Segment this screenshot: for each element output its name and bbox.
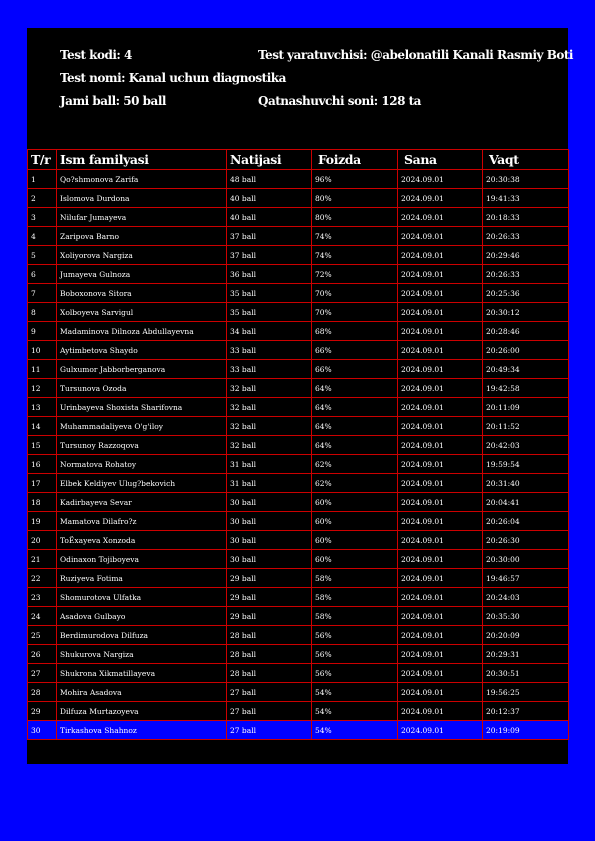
result-time: 20:12:37	[483, 702, 569, 721]
result-score: 33 ball	[227, 360, 312, 379]
result-percent: 70%	[312, 284, 398, 303]
row-number: 9	[28, 322, 57, 341]
table-row	[28, 341, 569, 360]
result-time: 20:26:33	[483, 227, 569, 246]
result-time: 20:26:30	[483, 531, 569, 550]
row-number: 24	[28, 607, 57, 626]
result-time: 19:42:58	[483, 379, 569, 398]
row-number: 17	[28, 474, 57, 493]
result-time: 20:30:00	[483, 550, 569, 569]
table-row	[28, 645, 569, 664]
result-time: 20:30:38	[483, 170, 569, 189]
row-number: 26	[28, 645, 57, 664]
result-percent: 62%	[312, 474, 398, 493]
participant-name: Nilufar Jumayeva	[57, 208, 227, 227]
result-date: 2024.09.01	[398, 512, 483, 531]
table-row	[28, 607, 569, 626]
result-time: 20:42:03	[483, 436, 569, 455]
result-percent: 96%	[312, 170, 398, 189]
result-date: 2024.09.01	[398, 303, 483, 322]
participant-name: Kadirbayeva Sevar	[57, 493, 227, 512]
result-score: 27 ball	[227, 721, 312, 740]
result-date: 2024.09.01	[398, 531, 483, 550]
result-date: 2024.09.01	[398, 341, 483, 360]
result-time: 19:59:54	[483, 455, 569, 474]
result-percent: 74%	[312, 227, 398, 246]
col-header-name: Ism familyasi	[57, 150, 227, 170]
result-date: 2024.09.01	[398, 246, 483, 265]
result-percent: 54%	[312, 683, 398, 702]
result-score: 27 ball	[227, 702, 312, 721]
result-time: 20:31:40	[483, 474, 569, 493]
row-number: 21	[28, 550, 57, 569]
table-row	[28, 208, 569, 227]
participant-name: Zaripova Barno	[57, 227, 227, 246]
result-score: 31 ball	[227, 474, 312, 493]
table-row	[28, 189, 569, 208]
result-score: 29 ball	[227, 588, 312, 607]
result-date: 2024.09.01	[398, 208, 483, 227]
result-percent: 54%	[312, 702, 398, 721]
result-score: 30 ball	[227, 550, 312, 569]
result-time: 19:41:33	[483, 189, 569, 208]
result-time: 20:25:36	[483, 284, 569, 303]
row-number: 8	[28, 303, 57, 322]
col-header-percent: Foizda	[312, 150, 398, 170]
table-row	[28, 664, 569, 683]
participant-name: Xolboyeva Sarvigul	[57, 303, 227, 322]
table-row	[28, 683, 569, 702]
participant-name: Shukrona Xikmatillayeva	[57, 664, 227, 683]
result-score: 48 ball	[227, 170, 312, 189]
result-date: 2024.09.01	[398, 455, 483, 474]
result-percent: 56%	[312, 664, 398, 683]
col-header-time: Vaqt	[483, 150, 569, 170]
result-date: 2024.09.01	[398, 322, 483, 341]
result-percent: 60%	[312, 493, 398, 512]
result-score: 40 ball	[227, 208, 312, 227]
result-score: 32 ball	[227, 379, 312, 398]
col-header-result: Natijasi	[227, 150, 312, 170]
row-number: 2	[28, 189, 57, 208]
result-date: 2024.09.01	[398, 626, 483, 645]
row-number: 10	[28, 341, 57, 360]
table-row	[28, 455, 569, 474]
result-score: 29 ball	[227, 607, 312, 626]
result-score: 27 ball	[227, 683, 312, 702]
result-percent: 60%	[312, 531, 398, 550]
result-date: 2024.09.01	[398, 569, 483, 588]
result-time: 20:30:12	[483, 303, 569, 322]
row-number: 12	[28, 379, 57, 398]
result-percent: 68%	[312, 322, 398, 341]
result-date: 2024.09.01	[398, 189, 483, 208]
result-date: 2024.09.01	[398, 436, 483, 455]
result-time: 20:24:03	[483, 588, 569, 607]
result-date: 2024.09.01	[398, 702, 483, 721]
test-creator: Test yaratuvchisi: @abelonatili Kanali Rasmiy Boti	[258, 48, 573, 62]
participant-name: Boboxonova Sitora	[57, 284, 227, 303]
result-percent: 80%	[312, 189, 398, 208]
result-date: 2024.09.01	[398, 588, 483, 607]
participant-name: Muhammadaliyeva O'g'iloy	[57, 417, 227, 436]
participant-name: Qo?shmonova Zarifa	[57, 170, 227, 189]
result-time: 20:18:33	[483, 208, 569, 227]
result-date: 2024.09.01	[398, 664, 483, 683]
table-row	[28, 170, 569, 189]
row-number: 19	[28, 512, 57, 531]
result-score: 35 ball	[227, 284, 312, 303]
row-number: 3	[28, 208, 57, 227]
table-row	[28, 512, 569, 531]
result-percent: 70%	[312, 303, 398, 322]
result-score: 34 ball	[227, 322, 312, 341]
test-code: Test kodi: 4	[60, 48, 132, 62]
result-percent: 58%	[312, 588, 398, 607]
result-percent: 60%	[312, 550, 398, 569]
result-date: 2024.09.01	[398, 265, 483, 284]
participant-name: ToЁxayeva Xonzoda	[57, 531, 227, 550]
result-time: 20:29:31	[483, 645, 569, 664]
result-date: 2024.09.01	[398, 379, 483, 398]
result-score: 36 ball	[227, 265, 312, 284]
result-percent: 80%	[312, 208, 398, 227]
result-percent: 64%	[312, 398, 398, 417]
result-date: 2024.09.01	[398, 284, 483, 303]
result-date: 2024.09.01	[398, 398, 483, 417]
row-number: 28	[28, 683, 57, 702]
result-time: 20:04:41	[483, 493, 569, 512]
table-row	[28, 531, 569, 550]
row-number: 15	[28, 436, 57, 455]
result-score: 37 ball	[227, 227, 312, 246]
result-score: 30 ball	[227, 531, 312, 550]
result-score: 32 ball	[227, 436, 312, 455]
result-time: 20:26:04	[483, 512, 569, 531]
result-date: 2024.09.01	[398, 170, 483, 189]
result-time: 19:56:25	[483, 683, 569, 702]
result-percent: 64%	[312, 436, 398, 455]
result-time: 20:26:33	[483, 265, 569, 284]
participant-name: Tursunova Ozoda	[57, 379, 227, 398]
participant-name: Madaminova Dilnoza Abdullayevna	[57, 322, 227, 341]
row-number: 6	[28, 265, 57, 284]
table-row	[28, 284, 569, 303]
result-percent: 66%	[312, 341, 398, 360]
result-time: 19:46:57	[483, 569, 569, 588]
participant-name: Mamatova Dilafro?z	[57, 512, 227, 531]
row-number: 1	[28, 170, 57, 189]
table-row	[28, 474, 569, 493]
participant-name: Normatova Rohatoy	[57, 455, 227, 474]
result-percent: 58%	[312, 569, 398, 588]
result-date: 2024.09.01	[398, 607, 483, 626]
result-score: 28 ball	[227, 664, 312, 683]
row-number: 16	[28, 455, 57, 474]
col-header-date: Sana	[398, 150, 483, 170]
row-number: 13	[28, 398, 57, 417]
result-time: 20:30:51	[483, 664, 569, 683]
participant-name: Aytimbetova Shaydo	[57, 341, 227, 360]
participant-name: Odinaxon Tojiboyeva	[57, 550, 227, 569]
result-percent: 56%	[312, 645, 398, 664]
participant-name: Gulxumor Jabborberganova	[57, 360, 227, 379]
table-header-row	[28, 150, 569, 170]
table-row	[28, 322, 569, 341]
result-percent: 54%	[312, 721, 398, 740]
result-percent: 56%	[312, 626, 398, 645]
result-time: 20:29:46	[483, 246, 569, 265]
table-row	[28, 626, 569, 645]
participant-name: Islomova Durdona	[57, 189, 227, 208]
result-score: 35 ball	[227, 303, 312, 322]
result-percent: 66%	[312, 360, 398, 379]
result-percent: 62%	[312, 455, 398, 474]
participant-name: Tursunoy Razzoqova	[57, 436, 227, 455]
result-score: 37 ball	[227, 246, 312, 265]
row-number: 14	[28, 417, 57, 436]
result-percent: 60%	[312, 512, 398, 531]
row-number: 30	[28, 721, 57, 740]
result-date: 2024.09.01	[398, 360, 483, 379]
result-score: 28 ball	[227, 626, 312, 645]
table-row	[28, 493, 569, 512]
result-time: 20:11:52	[483, 417, 569, 436]
result-score: 40 ball	[227, 189, 312, 208]
row-number: 4	[28, 227, 57, 246]
result-percent: 72%	[312, 265, 398, 284]
row-number: 25	[28, 626, 57, 645]
result-score: 30 ball	[227, 493, 312, 512]
participant-name: Ruziyeva Fotima	[57, 569, 227, 588]
result-percent: 64%	[312, 379, 398, 398]
participant-name: Asadova Gulbayo	[57, 607, 227, 626]
result-date: 2024.09.01	[398, 227, 483, 246]
result-time: 20:28:46	[483, 322, 569, 341]
result-score: 32 ball	[227, 398, 312, 417]
table-row	[28, 702, 569, 721]
col-header-number: T/r	[28, 150, 57, 170]
table-row	[28, 550, 569, 569]
participant-name: Tirkashova Shahnoz	[57, 721, 227, 740]
participant-name: Elbek Keldiyev Ulug?bekovich	[57, 474, 227, 493]
result-time: 20:35:30	[483, 607, 569, 626]
row-number: 7	[28, 284, 57, 303]
result-date: 2024.09.01	[398, 683, 483, 702]
table-row	[28, 303, 569, 322]
result-date: 2024.09.01	[398, 721, 483, 740]
result-time: 20:20:09	[483, 626, 569, 645]
result-score: 33 ball	[227, 341, 312, 360]
total-score: Jami ball: 50 ball	[60, 94, 166, 108]
table-row	[28, 360, 569, 379]
result-date: 2024.09.01	[398, 550, 483, 569]
participant-name: Urinbayeva Shoxista Sharifovna	[57, 398, 227, 417]
row-number: 27	[28, 664, 57, 683]
table-row	[28, 246, 569, 265]
row-number: 11	[28, 360, 57, 379]
row-number: 23	[28, 588, 57, 607]
row-number: 5	[28, 246, 57, 265]
result-date: 2024.09.01	[398, 417, 483, 436]
result-date: 2024.09.01	[398, 474, 483, 493]
result-percent: 74%	[312, 246, 398, 265]
participant-count: Qatnashuvchi soni: 128 ta	[258, 94, 421, 108]
result-time: 20:49:34	[483, 360, 569, 379]
result-date: 2024.09.01	[398, 645, 483, 664]
table-row	[28, 588, 569, 607]
result-percent: 64%	[312, 417, 398, 436]
participant-name: Shomurotova Ulfatka	[57, 588, 227, 607]
table-row	[28, 417, 569, 436]
table-row	[28, 398, 569, 417]
row-number: 20	[28, 531, 57, 550]
table-row	[28, 227, 569, 246]
table-row	[28, 436, 569, 455]
participant-name: Berdimurodova Dilfuza	[57, 626, 227, 645]
result-time: 20:19:09	[483, 721, 569, 740]
test-name: Test nomi: Kanal uchun diagnostika	[60, 71, 286, 85]
table-row	[28, 569, 569, 588]
table-row	[28, 379, 569, 398]
results-table	[27, 149, 569, 740]
row-number: 29	[28, 702, 57, 721]
participant-name: Mohira Asadova	[57, 683, 227, 702]
table-row	[28, 265, 569, 284]
participant-name: Dilfuza Murtazoyeva	[57, 702, 227, 721]
result-score: 28 ball	[227, 645, 312, 664]
table-row	[28, 721, 569, 740]
participant-name: Jumayeva Gulnoza	[57, 265, 227, 284]
result-score: 29 ball	[227, 569, 312, 588]
result-score: 32 ball	[227, 417, 312, 436]
result-score: 31 ball	[227, 455, 312, 474]
result-date: 2024.09.01	[398, 493, 483, 512]
result-time: 20:11:09	[483, 398, 569, 417]
row-number: 18	[28, 493, 57, 512]
result-percent: 58%	[312, 607, 398, 626]
result-time: 20:26:00	[483, 341, 569, 360]
row-number: 22	[28, 569, 57, 588]
result-score: 30 ball	[227, 512, 312, 531]
participant-name: Shukurova Nargiza	[57, 645, 227, 664]
participant-name: Xoliyorova Nargiza	[57, 246, 227, 265]
